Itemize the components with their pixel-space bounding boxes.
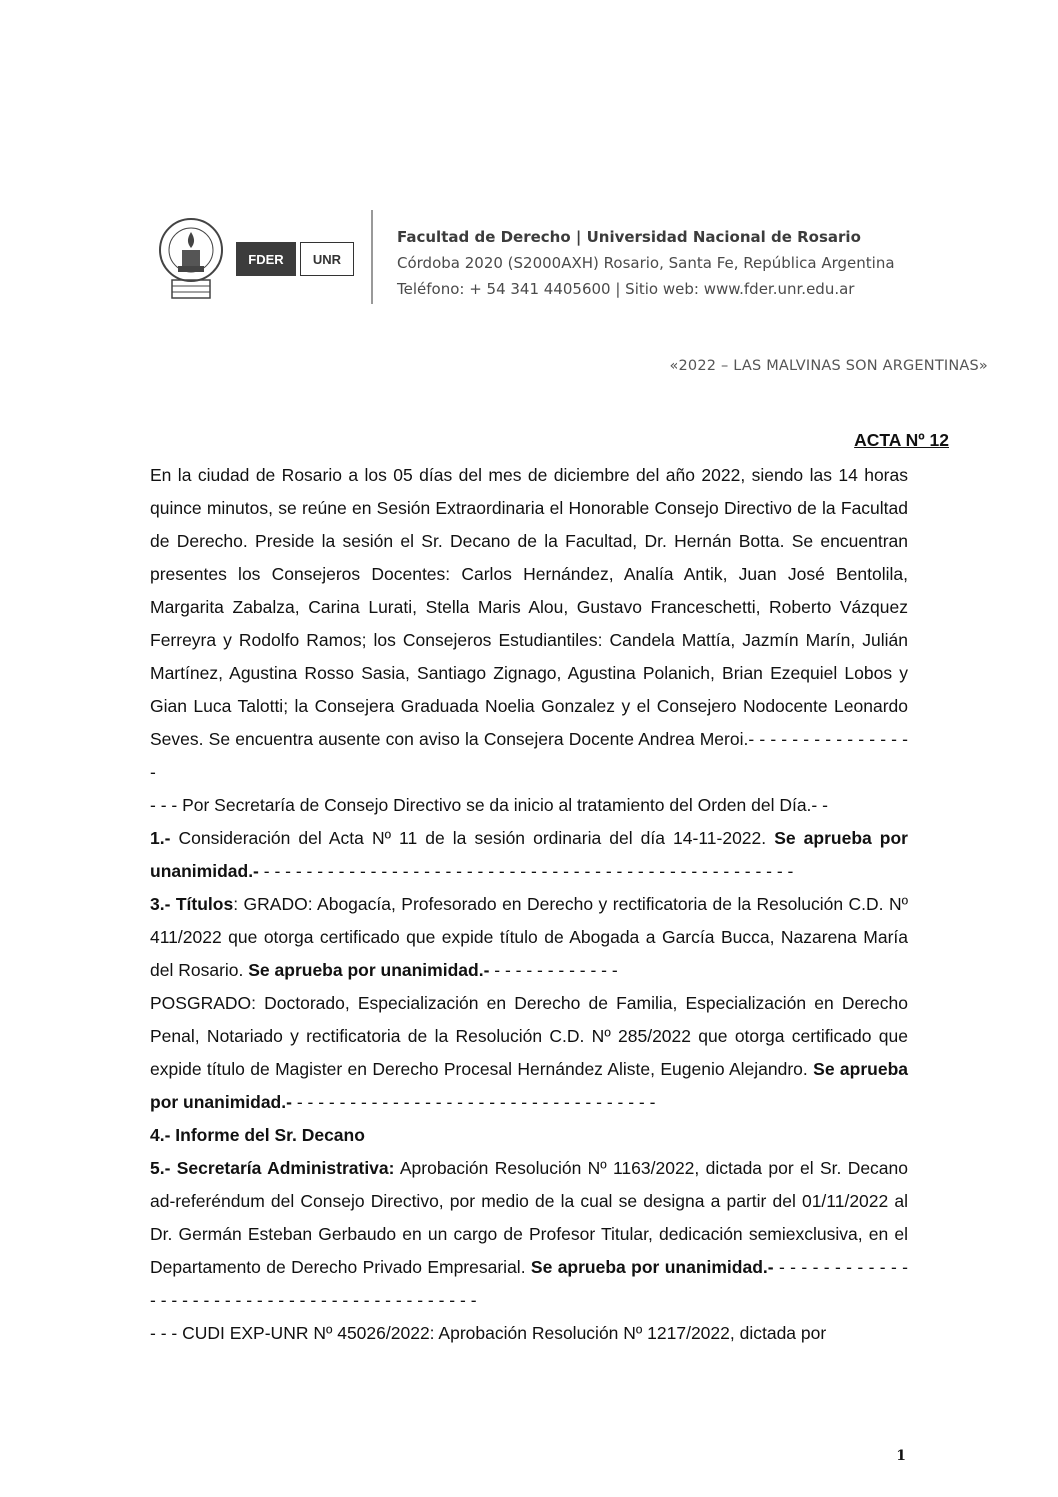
- acta-body: [150, 459, 908, 1350]
- item-1-text: Consideración del Acta Nº 11 de la sesión ordinaria del día 14-11-2022.: [170, 828, 775, 848]
- intro-paragraph: En la ciudad de Rosario a los 05 días del mes de diciembre del año 2022, siendo las 14 horas quince minutos, se reúne en Sesión Extraordinaria el Honorable Consejo Directivo de la Facultad de Derecho. Preside la sesión el Sr. Decano de la Facultad, Dr. Hernán Botta. Se encuentran presentes los Consejeros Docentes: Carlos Hernández, Analía Antik, Juan José Bentolila, Margarita Zabalza, Carina Lurati, Stella Maris Alou, Gustavo Franceschetti, Roberto Vázquez Ferreyra y Rodolfo Ramos; los Consejeros Estudiantiles: Candela Mattía, Jazmín Marín, Julián Martínez, Agustina Rosso Sasia, Santiago Zignago, Agustina Polanich, Brian Ezequiel Lobos y Gian Luca Talotti; la Consejera Graduada Noelia Gonzalez y el Consejero Nodocente Leonardo Seves. Se encuentra ausente con aviso la Consejera Docente Andrea Meroi.- - - - - - - - - - - - - - - -: [150, 465, 908, 782]
- year-motto: «2022 – LAS MALVINAS SON ARGENTINAS»: [669, 358, 988, 374]
- page-number: 1: [896, 1448, 906, 1464]
- item-3-posgrado: [150, 987, 908, 1119]
- item-5-text: Aprobación Resolución Nº 1163/2022, dictada por el Sr. Decano ad-referéndum del Consejo Directivo, por medio de la cual se designa a partir del 01/11/2022 al Dr. Germán Esteban Gerbaudo en un cargo de Profesor Titular, dedicación semiexclusiva, en el Departamento de Derecho Privado Empresarial.: [150, 1158, 909, 1277]
- item-1-approval: Se aprueba por unanimidad.-: [150, 828, 908, 881]
- header-divider: [371, 210, 373, 304]
- item-3-approval-2: Se aprueba por unanimidad.-: [150, 1059, 908, 1112]
- item-1-label: 1.-: [150, 828, 171, 848]
- item-5-dashes: - - - - - - - - - - - - - - - - - - - - - - - - - - - - - - - - - - - - - - - - - - -: [150, 1257, 908, 1310]
- item-3-grado: : GRADO: Abogacía, Profesorado en Derecho y rectificatoria de la Resolución C.D. Nº 411/2022 que otorga certificado que expide título de Abogada a García Bucca, Nazarena María del Rosario.: [150, 894, 908, 980]
- item-3-dashes-2: - - - - - - - - - - - - - - - - - - - - - - - - - - - - - - - - - -: [291, 1092, 656, 1112]
- item-3: [150, 888, 908, 987]
- fder-logo: FDER: [236, 242, 296, 276]
- item-1: [150, 822, 908, 888]
- orden-del-dia: - - - Por Secretaría de Consejo Directivo se da inicio al tratamiento del Orden del Día.- -: [150, 795, 828, 815]
- institution-address: Córdoba 2020 (S2000AXH) Rosario, Santa Fe, República Argentina: [397, 254, 895, 272]
- item-4-label: 4.- Informe del Sr. Decano: [150, 1125, 365, 1145]
- acta-title: ACTA Nº 12: [854, 430, 949, 450]
- item-5: [150, 1152, 908, 1317]
- institution-info: [397, 224, 895, 302]
- item-3-posgrado-text: POSGRADO: Doctorado, Especialización en Derecho de Familia, Especialización en Derecho Penal, Notariado y rectificatoria de la Resolución C.D. Nº 285/2022 que otorga certificado que expide título de Magister en Derecho Procesal Hernández Aliste, Eugenio Alejandro.: [150, 993, 908, 1079]
- item-1-dashes: - - - - - - - - - - - - - - - - - - - - - - - - - - - - - - - - - - - - - - - - - - - - - - - - - -: [258, 861, 794, 881]
- item-5-label: 5.- Secretaría Administrativa:: [150, 1158, 395, 1178]
- letterhead: [158, 208, 918, 308]
- university-seal-icon: [158, 210, 224, 302]
- institution-name: Facultad de Derecho | Universidad Nacional de Rosario: [397, 228, 861, 246]
- item-5-approval: Se aprueba por unanimidad.-: [530, 1257, 774, 1277]
- institution-contact: Teléfono: + 54 341 4405600 | Sitio web: www.fder.unr.edu.ar: [397, 280, 855, 298]
- item-4: [150, 1119, 908, 1152]
- item-3-approval-1: Se aprueba por unanimidad.-: [248, 960, 490, 980]
- unr-logo: UNR: [300, 242, 354, 276]
- cudi-item: - - - CUDI EXP-UNR Nº 45026/2022: Aprobación Resolución Nº 1217/2022, dictada por: [150, 1323, 827, 1343]
- item-3-label: 3.- Títulos: [150, 894, 234, 914]
- item-3-dashes-1: - - - - - - - - - - - -: [489, 960, 618, 980]
